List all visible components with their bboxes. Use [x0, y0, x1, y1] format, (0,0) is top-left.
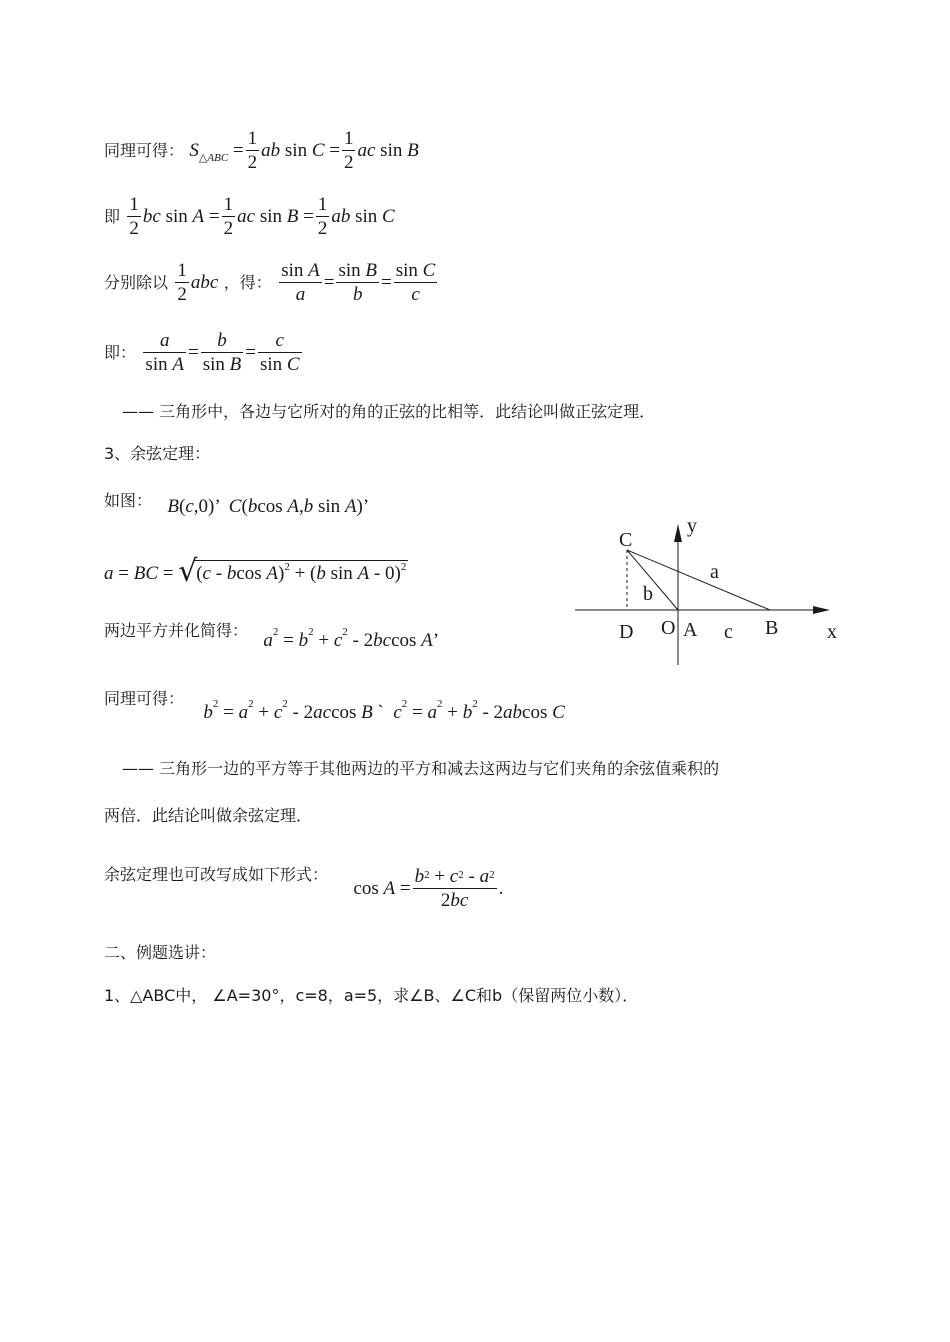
coordinates-line — [104, 488, 370, 517]
law-of-cosines-a: $a^2 = b^2 + c^2 - 2bccos$ A’ — [263, 626, 440, 651]
label-B: B — [765, 617, 779, 639]
bc-length-formula: a = BC = √ (c - bcos A)$^2$ + (b sin A - 0)$^2$ — [104, 554, 407, 589]
area-equality-line — [104, 194, 395, 241]
label-b: b — [643, 583, 653, 605]
label-A: A — [683, 619, 698, 641]
area-formula-line — [104, 128, 419, 175]
label-O: O — [661, 617, 676, 639]
section-heading-cosine-law: 3、余弦定理： — [104, 444, 211, 463]
line-label: 余弦定理也可改写成如下形式： — [104, 864, 329, 884]
law-of-cosines-statement: —— 三角形一边的平方等于其他两边的平方和减去这两边与它们夹角的余弦值乘积的 — [122, 759, 720, 778]
cosine-form-line — [104, 852, 504, 911]
label-y: y — [687, 515, 697, 537]
triangle-figure — [575, 510, 845, 670]
sine-ratio-formula: $\frac{\text{sin A}}{a}$ = $\frac{\text{sin B}}{b}$ = $\frac{\text{sin C}}{c}$ — [281, 260, 436, 305]
section-heading-examples: 二、例题选讲： — [104, 943, 217, 962]
x-axis-arrow-icon — [813, 606, 830, 614]
line-label: 如图： — [104, 491, 153, 510]
area-formula: $S_{\triangle ABC}$ = $\frac{1}{2}$ ab sin C = $\frac{1}{2}$ ac sin B — [189, 128, 419, 173]
y-axis-arrow-icon — [674, 524, 682, 542]
law-of-cosines-statement-cont: 两倍．此结论叫做余弦定理． — [104, 806, 313, 825]
law-of-sines-line — [104, 330, 304, 377]
line-label: 同理可得： — [104, 689, 185, 708]
half-abc: $\frac{1}{2}$ abc — [177, 260, 219, 305]
line-label: 同理可得： — [104, 140, 185, 160]
law-of-cosines-bc: $b^2 = a^2 + c^2 - 2accos$ B ` $c^2 = a^2 + b^2 - 2abcos$ C — [203, 698, 565, 723]
line-label: 即： — [104, 342, 137, 362]
label-C: C — [619, 529, 633, 551]
label-c: c — [724, 621, 733, 643]
example-problem-1: 1、△ABC中， ∠A=30°，c=8，a=5，求∠B、∠C和b（保留两位小数）． — [104, 986, 639, 1005]
bc-length-line — [104, 554, 408, 589]
law-of-sines-statement: —— 三角形中，各边与它所对的角的正弦的比相等．此结论叫做正弦定理． — [122, 402, 656, 421]
area-equality-formula: $\frac{1}{2}$ bc sin A = $\frac{1}{2}$ ac sin B = $\frac{1}{2}$ ab sin C — [129, 194, 395, 239]
line-label: 两边平方并化简得： — [104, 621, 249, 640]
line-label: 即 — [104, 206, 121, 226]
label-D: D — [619, 621, 634, 643]
point-coordinates: B(c,0)’ C(bcos A,b sin A)’ — [167, 496, 370, 517]
label-x: x — [827, 621, 837, 643]
line-separator: ，得： — [223, 272, 272, 292]
cosine-form-formula: cos A = $\frac{b^2 + c^2 - a^2}{2bc}$ . — [353, 866, 504, 911]
line-label: 分别除以 — [104, 272, 169, 292]
squared-line — [104, 618, 440, 651]
label-a: a — [710, 561, 719, 583]
similar-line — [104, 686, 565, 723]
law-of-sines-formula: $\frac{a}{\text{sin A}}$ = $\frac{b}{\text{sin B}}$ = $\frac{c}{\text{sin C}}$ — [145, 330, 300, 375]
divide-line — [104, 260, 439, 307]
